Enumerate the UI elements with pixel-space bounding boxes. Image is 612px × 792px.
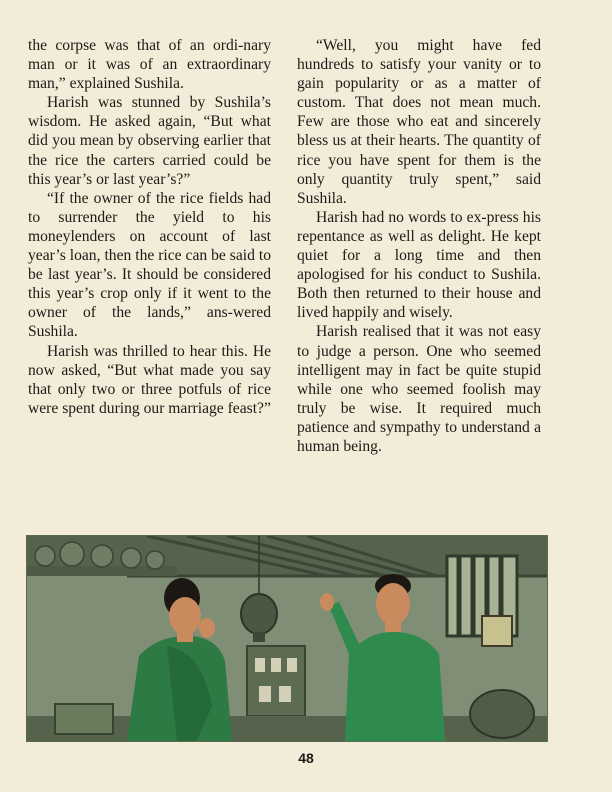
story-illustration <box>26 535 548 742</box>
scene-illustration-icon <box>27 536 547 741</box>
right-paragraph-3: Harish realised that it was not easy to judge a person. One who seemed intelligent may in fact be quite stupid while one who seemed foolish may truly be wise. It required much patience and sympathy to understand a human being. <box>297 323 541 455</box>
left-paragraph-3: “If the owner of the rice fields had to surrender the yield to his moneylenders on account of last year’s loan, then the rice can be said to be last year’s. It should be considered this year’s crop only if it went to the owner of the lands,” ans-wered Sushila. <box>28 189 271 341</box>
left-paragraph-2: Harish was stunned by Sushila’s wisdom. He asked again, “But what did you mean by observing earlier that the rice the carters carried could be this year’s or last year’s?” <box>28 94 271 188</box>
left-paragraph-1: the corpse was that of an ordi-nary man or it was of an extraordinary man,” explained Sushila. <box>28 37 271 93</box>
picture-frame-icon <box>482 616 512 646</box>
left-paragraph-4: Harish was thrilled to hear this. He now asked, “But what made you say that only two or three potfuls of rice were spent during our marriage feast?” <box>28 342 271 417</box>
right-paragraph-2: Harish had no words to ex-press his repentance as well as delight. He kept quiet for a long time and then apologised for his conduct to Sushila. Both then returned to their house and lived happily and wisely. <box>297 208 541 322</box>
basket-icon <box>55 704 113 734</box>
floor-pot-icon <box>470 690 534 738</box>
left-column <box>28 36 271 418</box>
page-number: 48 <box>298 750 314 766</box>
right-column <box>297 36 541 456</box>
wall-niche <box>247 646 305 716</box>
right-paragraph-1: “Well, you might have fed hundreds to satisfy your vanity or to gain popularity or as a matter of custom. That does not mean much. Few are those who eat and sincerely bless us at their hearts. The quantity of rice you have spent for them is the only quantity truly spent,” said Sushila. <box>297 37 541 207</box>
